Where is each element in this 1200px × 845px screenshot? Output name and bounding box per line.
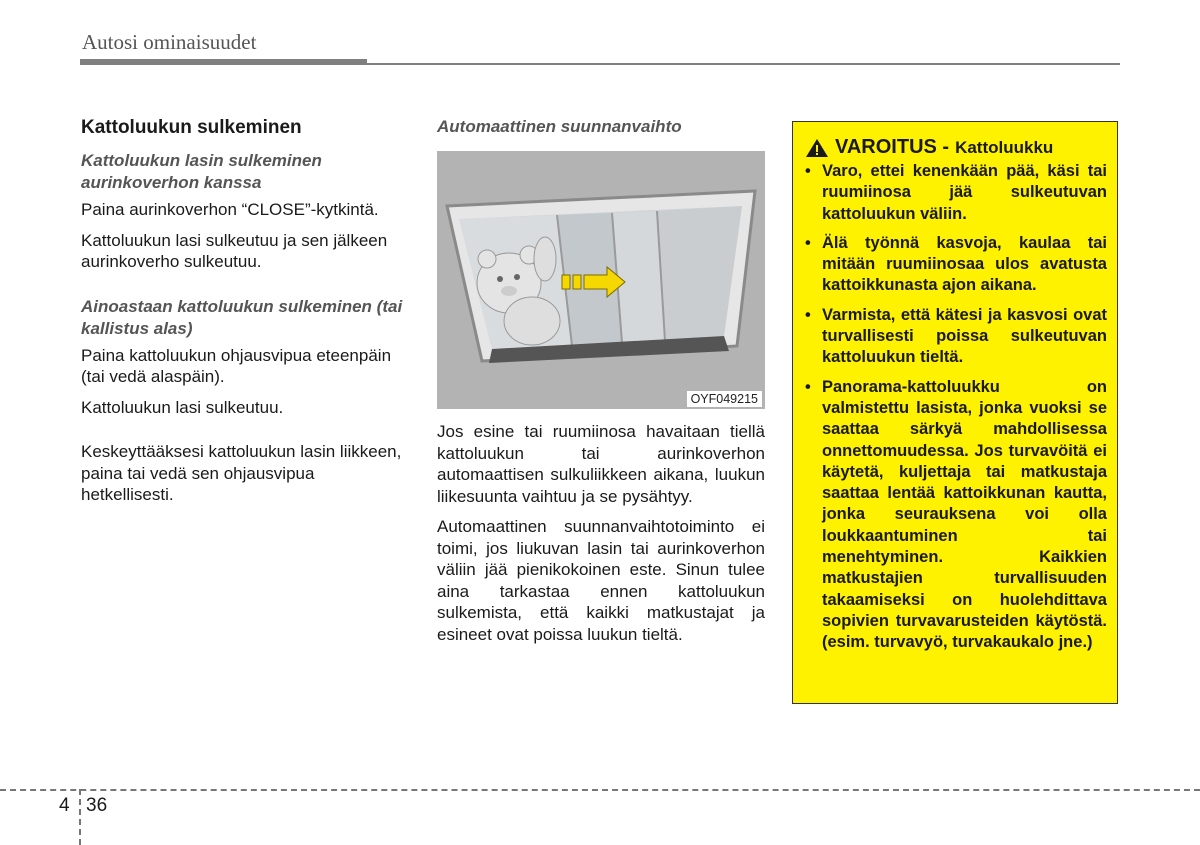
warning-subtitle: Kattoluukku bbox=[955, 137, 1054, 157]
paragraph: Jos esine tai ruumiinosa havaitaan tiellä kattoluukun tai aurinkoverhon automaattisen sulkuliikkeen aikana, luukun liikesuunta vaihtuu ja se pysähtyy. bbox=[437, 422, 765, 506]
warning-item: • Varo, ettei kenenkään pää, käsi tai ruumiinosa jää sulkeutuvan kattoluukun väliin. bbox=[805, 162, 1107, 223]
paragraph: Automaattinen suunnanvaihtotoiminto ei toimi, jos liukuvan lasin tai aurinkoverhon väliin jää pienikokoinen este. Sinun tulee aina tarkastaa ennen kattoluukun sulkemista, että kaikki matkustajat ja esineet ovat poissa luukun tieltä. bbox=[437, 517, 765, 644]
paragraph: Paina aurinkoverhon “CLOSE”-kytkintä. bbox=[81, 200, 379, 219]
subheading-sunshade-close: Kattoluukun lasin sulkeminen aurinkoverhon kanssa bbox=[81, 151, 322, 192]
header-rule-thick bbox=[80, 59, 367, 65]
sunroof-drawing bbox=[437, 151, 765, 409]
subheading-auto-reverse: Automaattinen suunnanvaihto bbox=[437, 117, 682, 136]
warning-list bbox=[805, 161, 1107, 654]
section-title: Kattoluukun sulkeminen bbox=[81, 117, 302, 138]
paragraph: Kattoluukun lasi sulkeutuu. bbox=[81, 397, 284, 417]
warning-item: • Älä työnnä kasvoja, kaulaa tai mitään ruumiinosaa ulos avatusta kattoikkunasta ajon aikana. bbox=[805, 233, 1107, 295]
left-column bbox=[81, 116, 409, 515]
sunroof-illustration bbox=[437, 151, 765, 409]
warning-item: • Varmista, että kätesi ja kasvosi ovat turvallisesti poissa sulkeutuvan kattoluukun tieltä. bbox=[805, 305, 1107, 367]
warning-box bbox=[792, 121, 1118, 704]
middle-column bbox=[437, 116, 765, 654]
warning-item: • Panorama-kattoluukku on valmistettu lasista, jonka vuoksi se saattaa särkyä mahdollisessa onnettomuudessa. Jos turvavöitä ei käytetä, kuljettaja tai matkustaja saattaa lentää kattoikkunan kautta, jonka seurauksena voi olla loukkaantuminen tai menehtyminen. Kaikkien matkustajien turvallisuuden takaamiseksi on huolehdittava sopivien turvavarusteiden käytöstä. (esim. turvavyö, turvakaukalo jne.) bbox=[805, 377, 1107, 652]
running-header: Autosi ominaisuudet bbox=[82, 30, 257, 54]
chapter-number: 4 bbox=[59, 795, 70, 816]
header-rule-thin bbox=[367, 63, 1120, 65]
warning-header bbox=[805, 136, 1107, 159]
page-number: 36 bbox=[86, 795, 108, 816]
figure-code: OYF049215 bbox=[687, 391, 762, 407]
warning-title: VAROITUS - bbox=[835, 136, 950, 158]
paragraph: Paina kattoluukun ohjausvipua eteenpäin (tai vedä alaspäin). bbox=[81, 345, 392, 386]
footer-rule bbox=[0, 789, 1200, 791]
footer-divider bbox=[79, 789, 81, 845]
paragraph: Kattoluukun lasi sulkeutuu ja sen jälkeen aurinkoverho sulkeutuu. bbox=[81, 230, 388, 271]
paragraph: Keskeyttääksesi kattoluukun lasin liikkeen, paina tai vedä sen ohjausvipua hetkellisesti. bbox=[81, 442, 402, 504]
warning-triangle-icon bbox=[805, 138, 829, 158]
subheading-glass-close: Ainoastaan kattoluukun sulkeminen (tai kallistus alas) bbox=[81, 296, 403, 338]
